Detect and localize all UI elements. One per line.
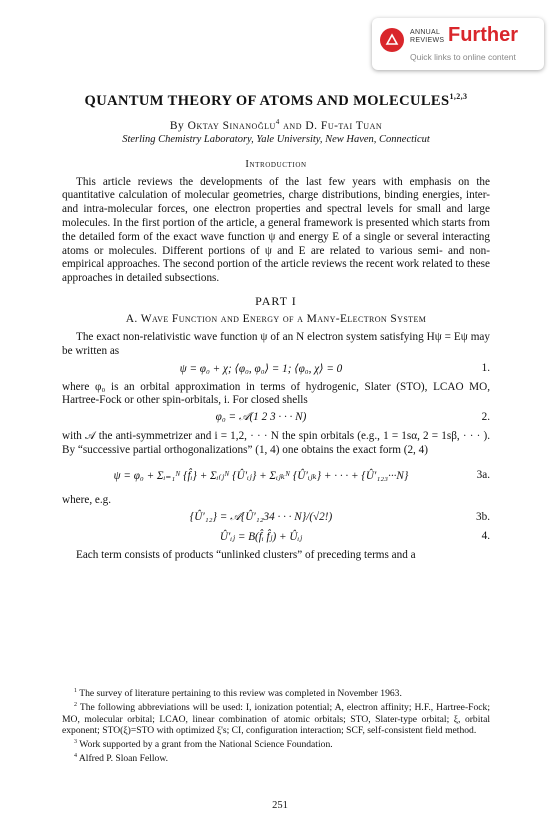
paragraph-3: with 𝒜 the anti-symmetrizer and i = 1,2, · · · N the spin orbitals (e.g., 1 = 1sα, 2 = 1sβ, · · · ). By “successive partial orthogonalizations” (1, 4) one obtains the exact form (2, 4) [62,430,490,457]
paragraph-5: Each term consists of products “unlinked clusters” of preceding terms and a [76,548,416,561]
annual-reviews-wordmark: ANNUAL REVIEWS [410,29,445,44]
equation-number: 3a. [476,468,490,481]
footnote-4: $^4$ Alfred P. Sloan Fellow. [74,752,169,764]
part-heading: PART I [255,294,297,309]
equation-number: 2. [481,411,490,424]
intro-heading: Introduction [245,158,307,170]
paragraph-1: The exact non-relativistic wave function ψ of an N electron system satisfying Hψ = Eψ may be written as [62,331,490,357]
further-banner[interactable] [372,18,544,70]
page-number: 251 [272,800,288,811]
footnote-3: $^3$ Work supported by a grant from the National Science Foundation. [74,738,333,750]
equation-1: ψ = φ₀ + χ; ⟨φ₀, φ₀⟩ = 1; ⟨φ₀, χ⟩ = 0 1. [179,361,490,375]
equation-4: Û′ᵢⱼ = B(f̂ᵢ f̂ⱼ) + Ûᵢⱼ 4. [219,529,490,543]
affiliation: Sterling Chemistry Laboratory, Yale University, New Haven, Connecticut [122,133,430,145]
equation-3a: ψ = φ₀ + Σᵢ₌₁ᴺ {f̂ᵢ} + Σᵢ₍ⱼᴺ {Û′ᵢⱼ} + Σᵢⱼₖᴺ {Û′ᵢⱼₖ} + · · · + {Û′₁₂₃···N} 3a. [113,468,490,482]
equation-2: φ₀ = 𝒜(1 2 3 · · · N) 2. [215,411,490,424]
footnote-2: $^2$ The following abbreviations will be used: I, ionization potential; A, electron affinity; H.F., Hartree-Fock; MO, molecular orbital; LCAO, linear combination of atomic orbitals; STO, Slater-type orbital; ξ, orbital exponent; STO(ξ)=STO with optimized ξ's; CI, configuration interaction; SCF, self-consistent field method. [62,701,490,737]
equation-3b: {Û′₁₂} = 𝒜{Û′₁₂34 · · · N}/(√2!) 3b. [189,510,490,523]
intro-paragraph: This article reviews the developments of the last few years with emphasis on the quantitative calculation of molecular geometries, charge distributions, binding energies, inter- and intra-molecular forces, one electron properties and spectral levels for small and large molecules. In the first portion of the article, a general framework is presented which starts from the detailed form of the exact wave function ψ and energy E of a single or several interacting atoms or molecules. Different portions of ψ and E are related to various semi- and non-empirical approaches. The second portion of the article reviews the recent work related to these approaches in detailed subsections. [62,175,490,285]
paragraph-4: where, e.g. [62,493,112,506]
equation-number: 3b. [476,510,490,523]
further-subtitle: Quick links to online content [410,52,516,62]
annual-reviews-logo-icon [380,28,404,52]
footnotes [62,686,490,764]
article-title: QUANTUM THEORY OF ATOMS AND MOLECULES$^{1,2,3}$ [84,92,468,109]
authors-line: By Oktay Sinanoğlu$^4$ and D. Fu-tai Tuan [169,117,383,132]
author-2: D. Fu-tai Tuan [305,119,383,132]
title-footnote-refs: 1,2,3 [449,92,468,101]
footnote-1: $^1$ The survey of literature pertaining to this review was completed in November 1963. [74,688,402,700]
paragraph-2: where φ₀ is an orbital approximation in terms of hydrogenic, Slater (STO), LCAO MO, Hartree-Fock or other spin-orbitals, i. For closed shells [62,380,490,407]
author-1: Oktay Sinanoğlu [187,119,276,132]
equation-number: 4. [481,529,490,542]
article-page [62,92,490,562]
further-label: Further [448,24,518,46]
equation-number: 1. [481,361,490,374]
section-a-heading: A. Wave Function and Energy of a Many-Electron System [125,313,427,326]
